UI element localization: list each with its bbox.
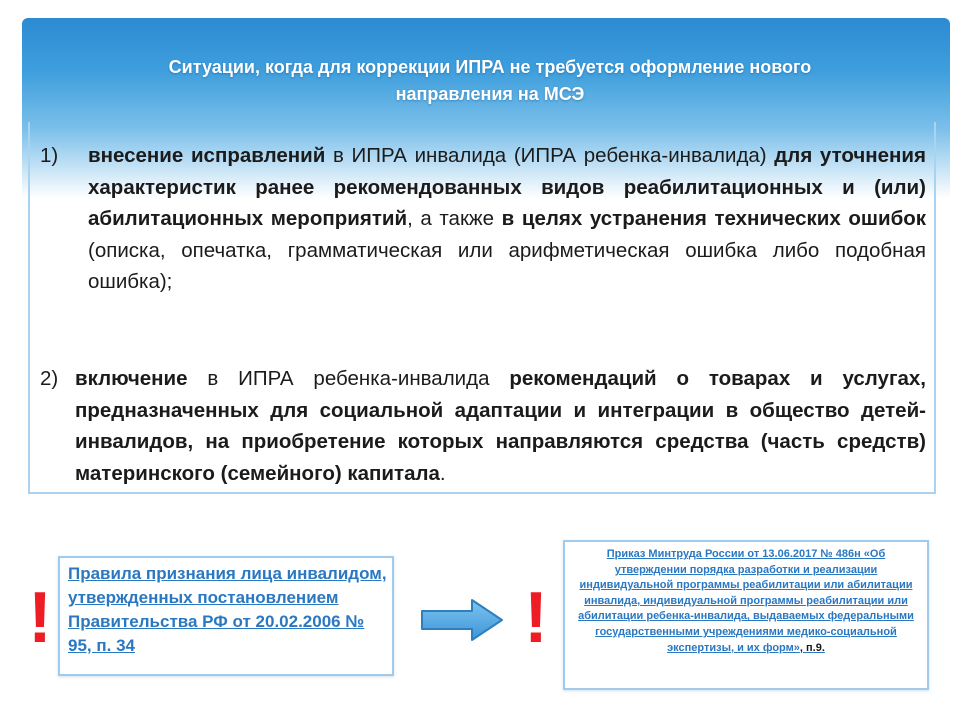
item-1-text (88, 140, 926, 298)
title-line-1: Ситуации, когда для коррекции ИПРА не требуется оформление нового (168, 57, 812, 77)
order-reference-link[interactable] (576, 547, 916, 656)
item-2-number: 2) (40, 367, 59, 390)
right-arrow-icon (420, 598, 506, 642)
order-reference-text[interactable]: Приказ Минтруда России от 13.06.2017 № 486н «Об утверждении порядка разработки и реализации индивидуальной программы реабилитации или абилитации инвалида, индивидуальной программы реабилитации или абилитации ребенка-инвалида, выдаваемых федеральными государственными учреждениями медико-социальной экспертизы, и их форм» (578, 548, 914, 654)
exclamation-right-icon: ! (524, 578, 548, 658)
item-1-bold-a: внесение исправлений (88, 144, 326, 167)
item-2-bold-c: рекомендаций о товарах и услугах, предназначенных для социальной адаптации и интеграции в общество детей-инвалидов, на приобретение которых направляются средства (часть средств) материнского (семейного) капитала (75, 367, 926, 485)
order-reference-suffix: , п.9. (799, 641, 825, 654)
item-2-bold-a: включение (75, 367, 188, 390)
page-title (90, 54, 890, 108)
item-1-bold-e: в целях устранения технических ошибок (501, 207, 927, 230)
title-line-2: направления на МСЭ (395, 84, 585, 104)
item-1-text-f: (описка, опечатка, грамматическая или арифметическая ошибка либо подобная ошибка); (88, 238, 926, 293)
item-2-text-b: в ИПРА ребенка-инвалида (187, 367, 510, 390)
exclamation-left-icon: ! (28, 578, 52, 658)
item-1-number: 1) (40, 144, 59, 167)
item-2-text (75, 363, 926, 489)
item-1-bold-c: для уточнения характеристик ранее рекомендованных видов реабилитационных и (или) абилитационных мероприятий (88, 144, 926, 230)
item-1-text-d: , а также (407, 207, 502, 230)
rules-reference-link[interactable]: Правила признания лица инвалидом, утвержденных постановлением Правительства РФ от 20.02.2006 № 95, п. 34 (68, 564, 387, 655)
item-1-text-b: в ИПРА инвалида (ИПРА ребенка-инвалида) (325, 144, 775, 167)
item-2-text-d: . (439, 461, 446, 485)
